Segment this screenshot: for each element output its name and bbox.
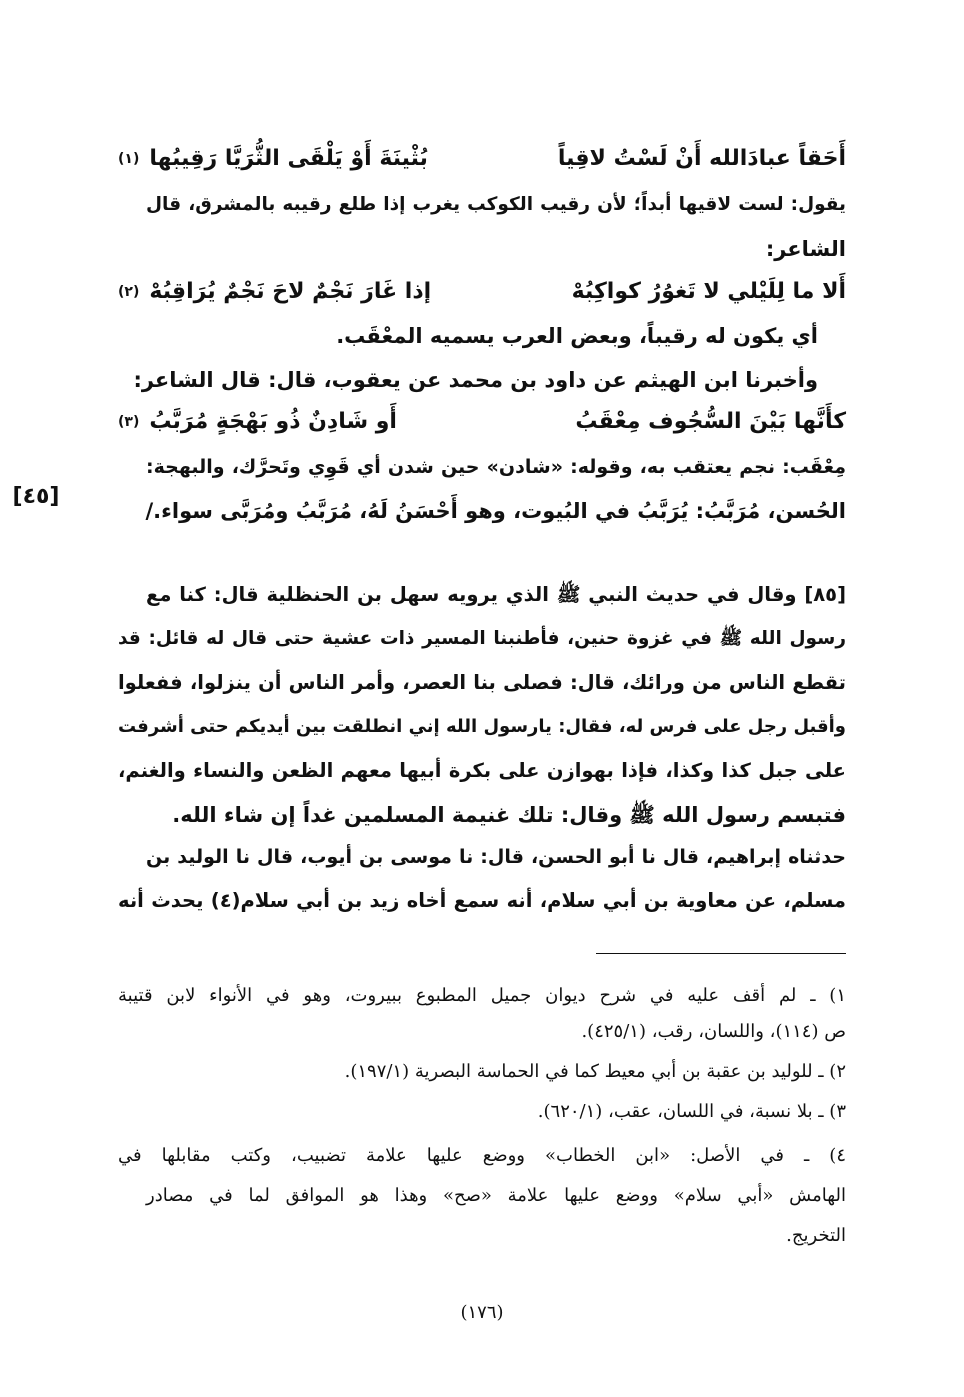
paragraph-6-line-2: مسلم، عن معاوية بن أبي سلام، أنه سمع أخاه زيد بن أبي سلام(٤) يحدث أنه bbox=[118, 889, 846, 912]
footnote-4-line-3: التخريج. bbox=[786, 1225, 846, 1246]
verse-3-first-hemistich: كأَنَّها بَيْنَ السُّجُوف مِعْقَبُ bbox=[575, 409, 846, 434]
footnote-3: ٣) ـ بلا نسبة، في اللسان، عقب، (٦٢٠/١). bbox=[537, 1101, 846, 1122]
paragraph-5-line-5: على جبل كذا وكذا، فإذا بهوازن على بكرة أبيها معهم الظعن والنساء والغنم، bbox=[118, 759, 846, 782]
page-number: (١٧٦) bbox=[460, 1302, 504, 1323]
footnote-4-line-1: ٤) ـ في الأصل: «ابن الخطاب» ووضع عليها علامة تضبيب، وكتب مقابلها في bbox=[118, 1145, 846, 1166]
footnote-2: ٢) ـ للوليد بن عقبة بن أبي معيط كما في الحماسة البصرية (١٩٧/١). bbox=[344, 1061, 846, 1082]
verse-2-first-hemistich: أَلا ما لِلَيْلي لا تَغوُرُ كواكِبُهْ bbox=[571, 279, 846, 304]
paragraph-4-line-2: الحُسن، مُرَبَّبُ: يُرَبَّبُ في البُيوت، وهو أَحْسَنُ لَهُ، مُرَبَّبُ ومُرَبَّى سواء./ bbox=[145, 499, 846, 523]
verse-1-second-hemistich: بُثْينَةَ أَوْ يَلْقَى الثُّرَيَّا رَقِيبُها bbox=[149, 146, 428, 171]
footnote-1-line-2: ص (١١٤)، واللسان، رقب، (٤٢٥/١). bbox=[581, 1021, 846, 1042]
paragraph-3: وأخبرنا ابن الهيثم عن داود بن محمد عن يعقوب، قال: قال الشاعر: bbox=[133, 368, 818, 392]
margin-reference: [٤٥] bbox=[12, 484, 60, 509]
paragraph-5-line-2: رسول الله ﷺ في غزوة حنين، فأطنبنا المسير ذات عشية حتى قال له قائل: قد bbox=[118, 628, 846, 649]
footnote-marker-2: (٢) bbox=[118, 284, 140, 300]
paragraph-5-line-3: تقطع الناس من ورائك، قال: فصلى بنا العصر، وأمر الناس أن ينزلوا، ففعلوا bbox=[118, 671, 846, 694]
paragraph-1-line-1: يقول: لست لاقيها أبداً؛ لأن رقيب الكوكب يغرب إذا طلع رقيبه بالمشرق، قال bbox=[146, 194, 846, 215]
paragraph-2: أي يكون له رقيباً، وبعض العرب يسميه المعْقَب. bbox=[336, 324, 818, 348]
verse-3 bbox=[118, 406, 846, 438]
footnote-marker-3: (٣) bbox=[118, 414, 140, 430]
verse-3-second-hemistich: أَو شَادِنٌ ذُو بَهْجَةٍ مُرَبَّبُ bbox=[149, 409, 397, 434]
paragraph-5-line-6: فتبسم رسول الله ﷺ وقال: تلك غنيمة المسلمين غداً إن شاء الله. bbox=[172, 803, 846, 827]
footnote-divider bbox=[596, 953, 846, 954]
footnote-1-line-1: ١) ـ لم أقف عليه في شرح ديوان جميل المطبوع ببيروت، وهو في الأنواء لابن قتيبة bbox=[118, 985, 846, 1006]
footnote-4-line-2: الهامش «أبي سلام» ووضع عليها علامة «صح» وهذا هو الموافق لما في مصادر bbox=[146, 1185, 846, 1206]
verse-2-second-hemistich: إذا غَارَ نَجْمٌ لاحَ نَجْمٌ يُرَاقِبُهْ bbox=[149, 279, 432, 304]
paragraph-5-line-1: [٨٥] وقال في حديث النبي ﷺ الذي يرويه سهل بن الحنظلية قال: كنا مع bbox=[146, 583, 846, 606]
paragraph-4-line-1: مِعْقَب: نجم يعتقب به، وقوله: «شادن» حين شدن أي قَوِي وتَحرَّك، والبهجة: bbox=[146, 456, 846, 478]
verse-2 bbox=[118, 276, 846, 308]
verse-1 bbox=[118, 143, 846, 175]
footnote-marker-1: (١) bbox=[118, 151, 140, 167]
paragraph-1-line-2: الشاعر: bbox=[765, 237, 846, 261]
verse-1-first-hemistich: أَحَقاً عبادَالله أَنْ لَسْتُ لاقِياً bbox=[557, 146, 846, 171]
paragraph-5-line-4: وأقبل رجل على فرس له، فقال: يارسول الله إني انطلقت بين أيديكم حتى أشرفت bbox=[118, 716, 846, 737]
paragraph-6-line-1: حدثناه إبراهيم، قال نا أبو الحسن، قال: نا موسى بن أيوب، قال نا الوليد بن bbox=[146, 846, 846, 868]
